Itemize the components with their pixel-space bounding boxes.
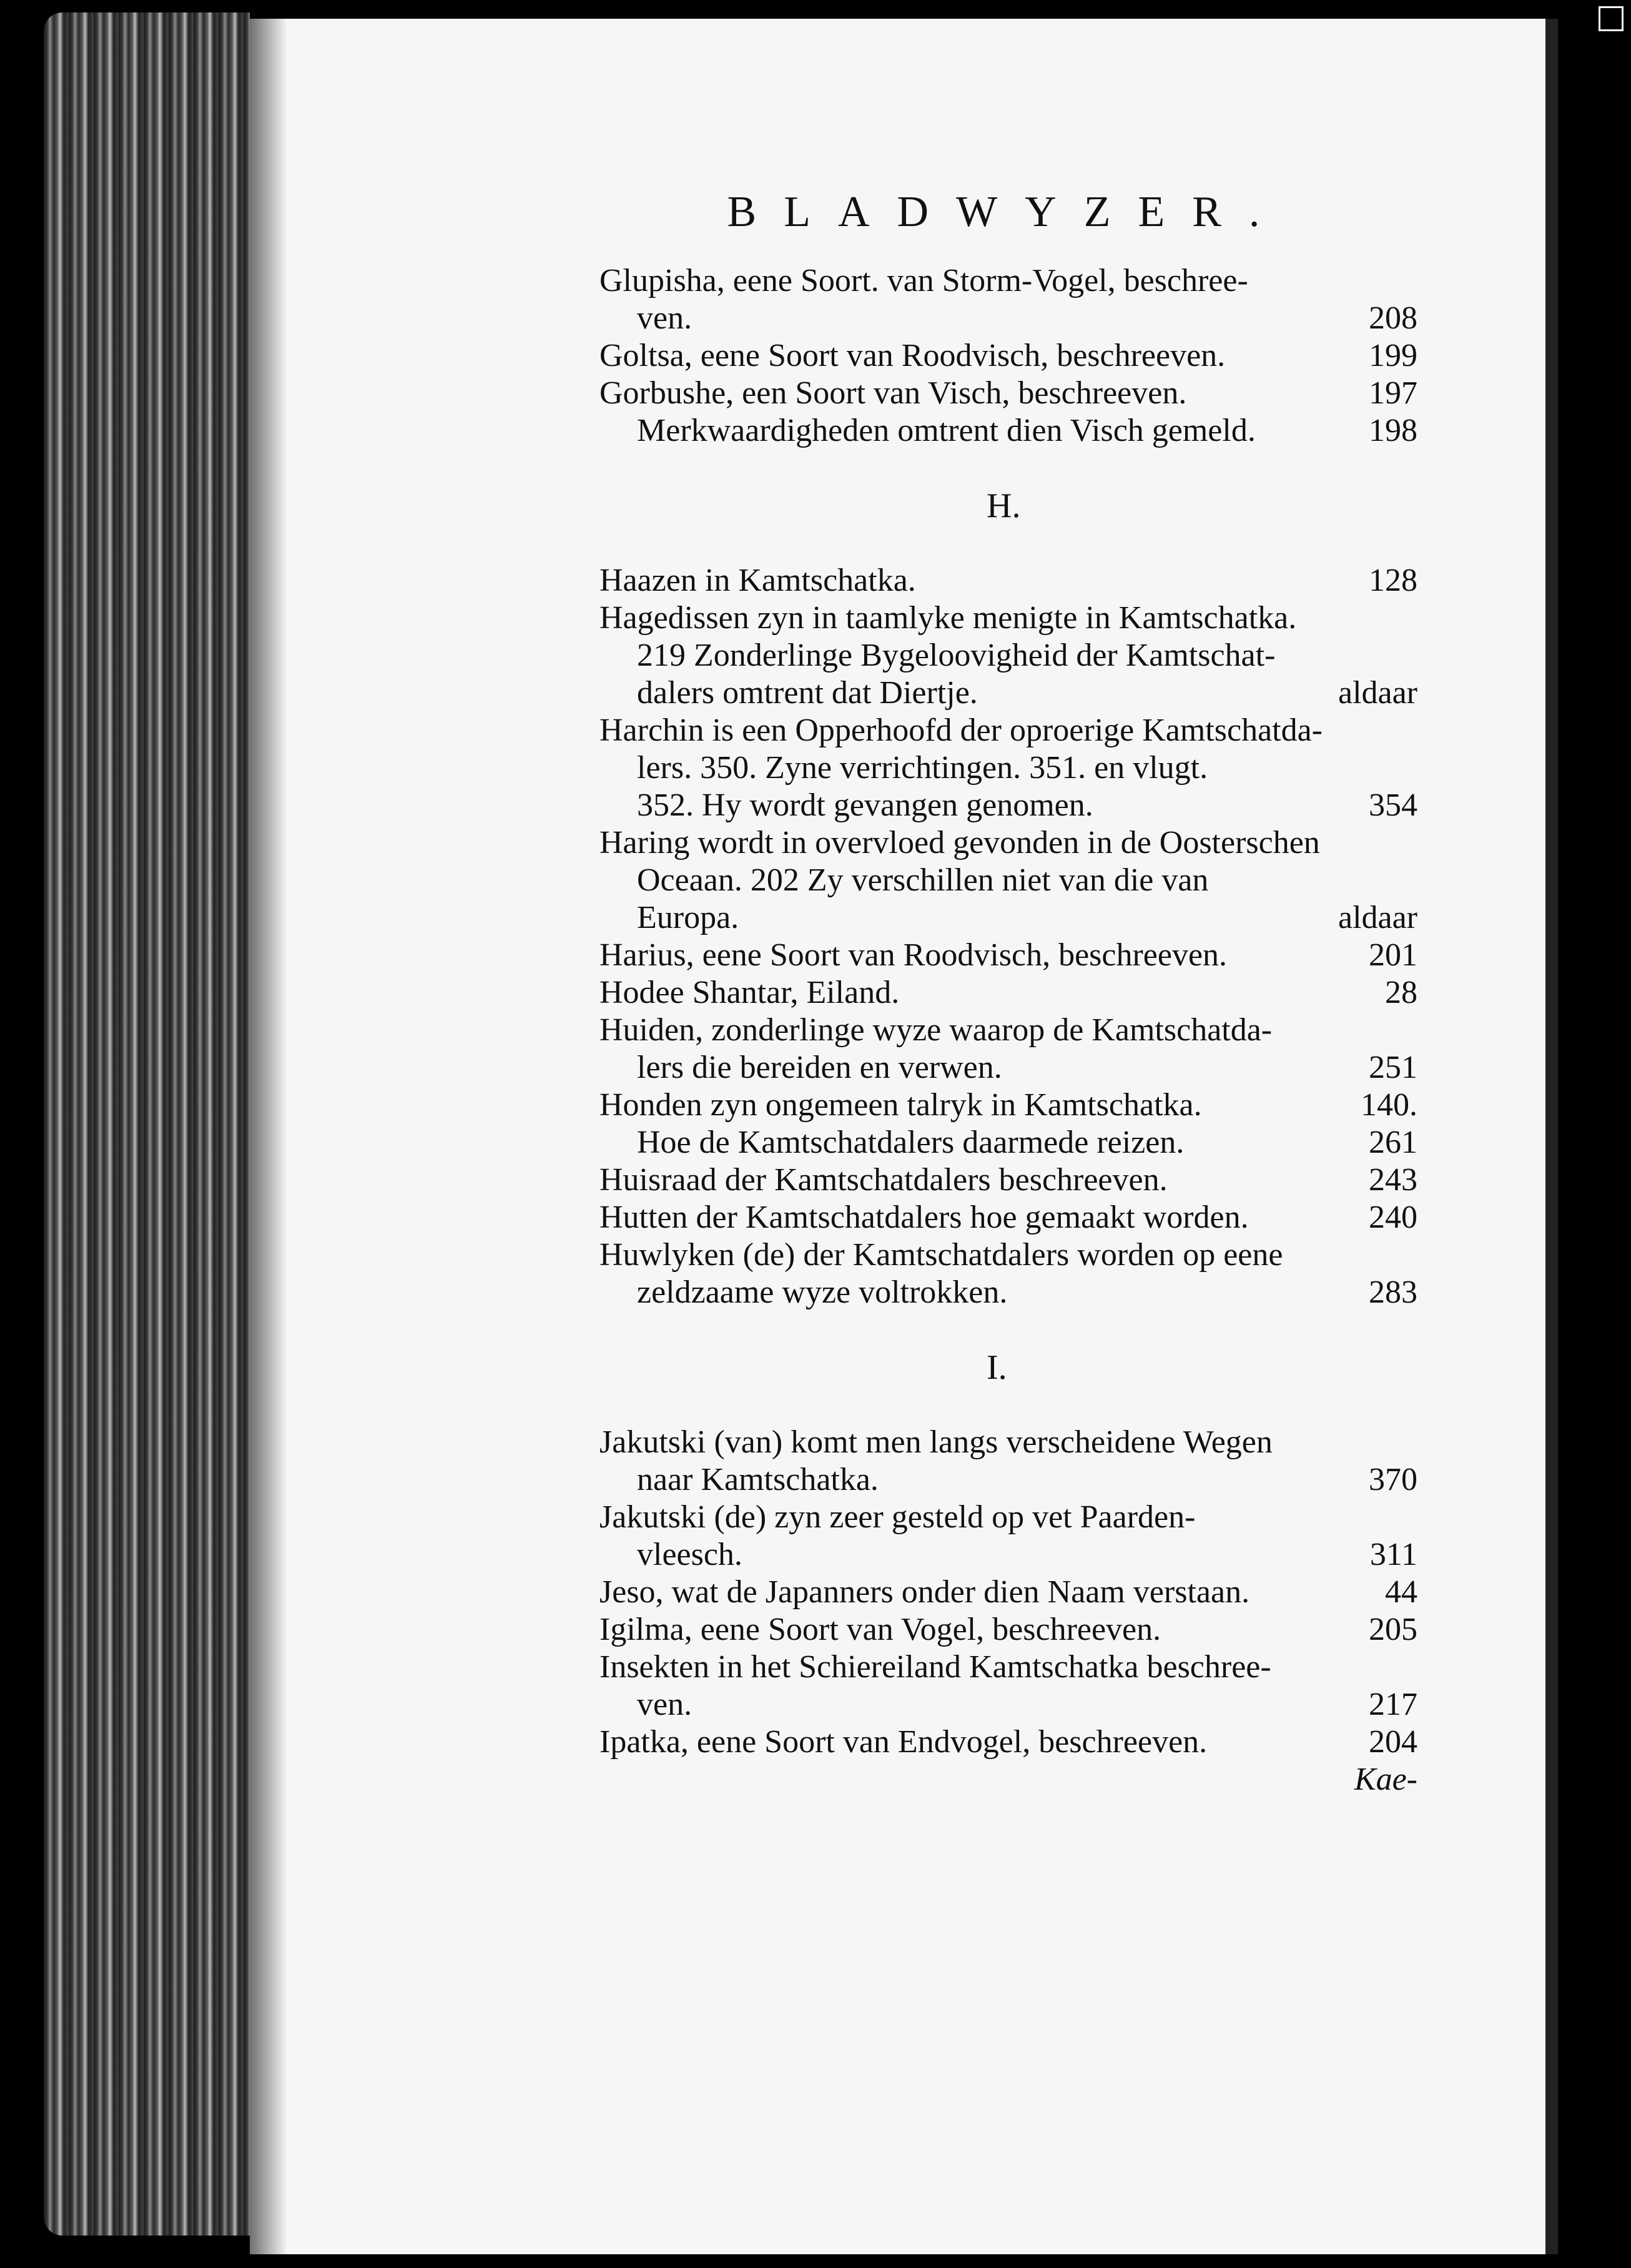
entry-page-number: 128 <box>1369 563 1417 598</box>
entry-text: Hutten der Kamtschatdalers hoe gemaakt worden. <box>599 1200 1249 1235</box>
entry-text: Oceaan. 202 Zy verschillen niet van die van <box>637 862 1209 898</box>
entry-page-number: 370 <box>1369 1462 1417 1497</box>
index-entry <box>599 787 1417 824</box>
entry-text: Gorbushe, een Soort van Visch, beschreeven. <box>599 375 1187 411</box>
letter-heading-h <box>599 487 1417 525</box>
index-entry <box>599 1124 1417 1161</box>
index-entry <box>599 1049 1417 1087</box>
entry-text: vleesch. <box>637 1537 742 1572</box>
index-entry <box>599 599 1417 637</box>
index-column <box>599 262 1417 1798</box>
index-entry <box>599 637 1417 674</box>
index-entry <box>599 1161 1417 1199</box>
index-entry <box>599 824 1417 862</box>
entry-text: Huiden, zonderlinge wyze waarop de Kamtschatda- <box>599 1012 1273 1048</box>
entry-page-number: 208 <box>1369 300 1417 336</box>
entry-page-number: 199 <box>1369 338 1417 373</box>
index-group-g <box>599 262 1417 450</box>
book-fore-edge <box>44 12 250 2236</box>
entry-text: Insekten in het Schiereiland Kamtschatka beschree- <box>599 1649 1271 1685</box>
index-entry <box>599 674 1417 712</box>
index-entry <box>599 749 1417 787</box>
index-entry <box>599 1461 1417 1499</box>
entry-text: zeldzaame wyze voltrokken. <box>637 1275 1008 1310</box>
entry-page-number: 354 <box>1369 787 1417 823</box>
catchword-row <box>599 1761 1417 1798</box>
index-entry <box>599 375 1417 412</box>
index-entry <box>599 862 1417 899</box>
entry-text: Goltsa, eene Soort van Roodvisch, beschreeven. <box>599 338 1226 373</box>
entry-text: lers. 350. Zyne verrichtingen. 351. en vlugt. <box>637 750 1208 786</box>
entry-page-number: 44 <box>1385 1574 1417 1610</box>
entry-text: Jeso, wat de Japanners onder dien Naam verstaan. <box>599 1574 1250 1610</box>
index-entry <box>599 1723 1417 1761</box>
entry-text: 219 Zonderlinge Bygeloovigheid der Kamtschat- <box>637 638 1276 673</box>
index-entry <box>599 1424 1417 1461</box>
index-entry <box>599 974 1417 1012</box>
entry-page-number: 198 <box>1369 413 1417 448</box>
index-entry <box>599 1649 1417 1686</box>
index-entry <box>599 712 1417 749</box>
entry-text: Harius, eene Soort van Roodvisch, beschreeven. <box>599 937 1228 973</box>
entry-text: ven. <box>637 300 692 336</box>
entry-text: Hagedissen zyn in taamlyke menigte in Kamtschatka. <box>599 600 1297 636</box>
index-entry <box>599 899 1417 937</box>
entry-text: lers die bereiden en verwen. <box>637 1050 1002 1085</box>
entry-text: Jakutski (van) komt men langs verscheidene Wegen <box>599 1424 1273 1460</box>
entry-page-number: 217 <box>1369 1687 1417 1722</box>
entry-text: Huwlyken (de) der Kamtschatdalers worden op eene <box>599 1237 1283 1273</box>
index-entry <box>599 1499 1417 1536</box>
index-group-h <box>599 562 1417 1311</box>
index-entry <box>599 1536 1417 1574</box>
entry-text: Honden zyn ongemeen talryk in Kamtschatka. <box>599 1087 1202 1123</box>
entry-text: Harchin is een Opperhoofd der oproerige Kamtschatda- <box>599 712 1323 748</box>
index-entry <box>599 262 1417 300</box>
letter-heading-h-text: H. <box>987 486 1021 525</box>
entry-page-number: 197 <box>1369 375 1417 411</box>
index-entry <box>599 1274 1417 1311</box>
entry-text: Hodee Shantar, Eiland. <box>599 975 900 1010</box>
entry-text: Hoe de Kamtschatdalers daarmede reizen. <box>637 1125 1185 1160</box>
entry-page-number: 251 <box>1369 1050 1417 1085</box>
index-entry <box>599 1012 1417 1049</box>
spacer <box>599 450 1417 487</box>
index-entry <box>599 1611 1417 1649</box>
index-entry <box>599 337 1417 375</box>
index-entry <box>599 1199 1417 1236</box>
entry-page-number: aldaar <box>1338 900 1417 935</box>
entry-text: Merkwaardigheden omtrent dien Visch gemeld. <box>637 413 1256 448</box>
index-entry <box>599 1236 1417 1274</box>
index-entry <box>599 300 1417 337</box>
index-entry <box>599 412 1417 450</box>
page-right-edge <box>1545 19 1558 2254</box>
entry-page-number: 240 <box>1369 1200 1417 1235</box>
entry-page-number: 261 <box>1369 1125 1417 1160</box>
scan-corner-marker <box>1599 6 1624 31</box>
running-head: BLADWYZER. <box>727 188 1288 236</box>
index-group-i <box>599 1424 1417 1761</box>
spacer <box>599 1311 1417 1349</box>
catchword: Kae- <box>1354 1762 1417 1797</box>
entry-page-number: 283 <box>1369 1275 1417 1310</box>
entry-page-number: aldaar <box>1338 675 1417 711</box>
spacer <box>599 1386 1417 1424</box>
entry-text: Haazen in Kamtschatka. <box>599 563 916 598</box>
index-entry <box>599 1087 1417 1124</box>
entry-text: ven. <box>637 1687 692 1722</box>
entry-page-number: 243 <box>1369 1162 1417 1198</box>
index-entry <box>599 562 1417 599</box>
entry-text: Jakutski (de) zyn zeer gesteld op vet Paarden- <box>599 1499 1196 1535</box>
entry-text: Huisraad der Kamtschatdalers beschreeven. <box>599 1162 1168 1198</box>
entry-text: Igilma, eene Soort van Vogel, beschreeven. <box>599 1612 1161 1647</box>
entry-page-number: 28 <box>1385 975 1417 1010</box>
index-entry <box>599 937 1417 974</box>
letter-heading-i-text: I. <box>987 1348 1007 1387</box>
index-entry <box>599 1574 1417 1611</box>
letter-heading-i <box>599 1349 1417 1386</box>
spacer <box>599 525 1417 562</box>
entry-text: dalers omtrent dat Diertje. <box>637 675 978 711</box>
entry-page-number: 311 <box>1369 1537 1417 1572</box>
entry-page-number: 205 <box>1369 1612 1417 1647</box>
entry-text: naar Kamtschatka. <box>637 1462 879 1497</box>
index-entry <box>599 1686 1417 1723</box>
entry-text: Glupisha, eene Soort. van Storm-Vogel, beschree- <box>599 263 1248 298</box>
entry-page-number: 201 <box>1369 937 1417 973</box>
entry-text: 352. Hy wordt gevangen genomen. <box>637 787 1093 823</box>
gutter-shadow <box>250 19 287 2254</box>
entry-text: Haring wordt in overvloed gevonden in de Oosterschen <box>599 825 1320 860</box>
entry-page-number: 140. <box>1361 1087 1417 1123</box>
entry-page-number: 204 <box>1369 1724 1417 1760</box>
entry-text: Ipatka, eene Soort van Endvogel, beschreeven. <box>599 1724 1208 1760</box>
entry-text: Europa. <box>637 900 739 935</box>
